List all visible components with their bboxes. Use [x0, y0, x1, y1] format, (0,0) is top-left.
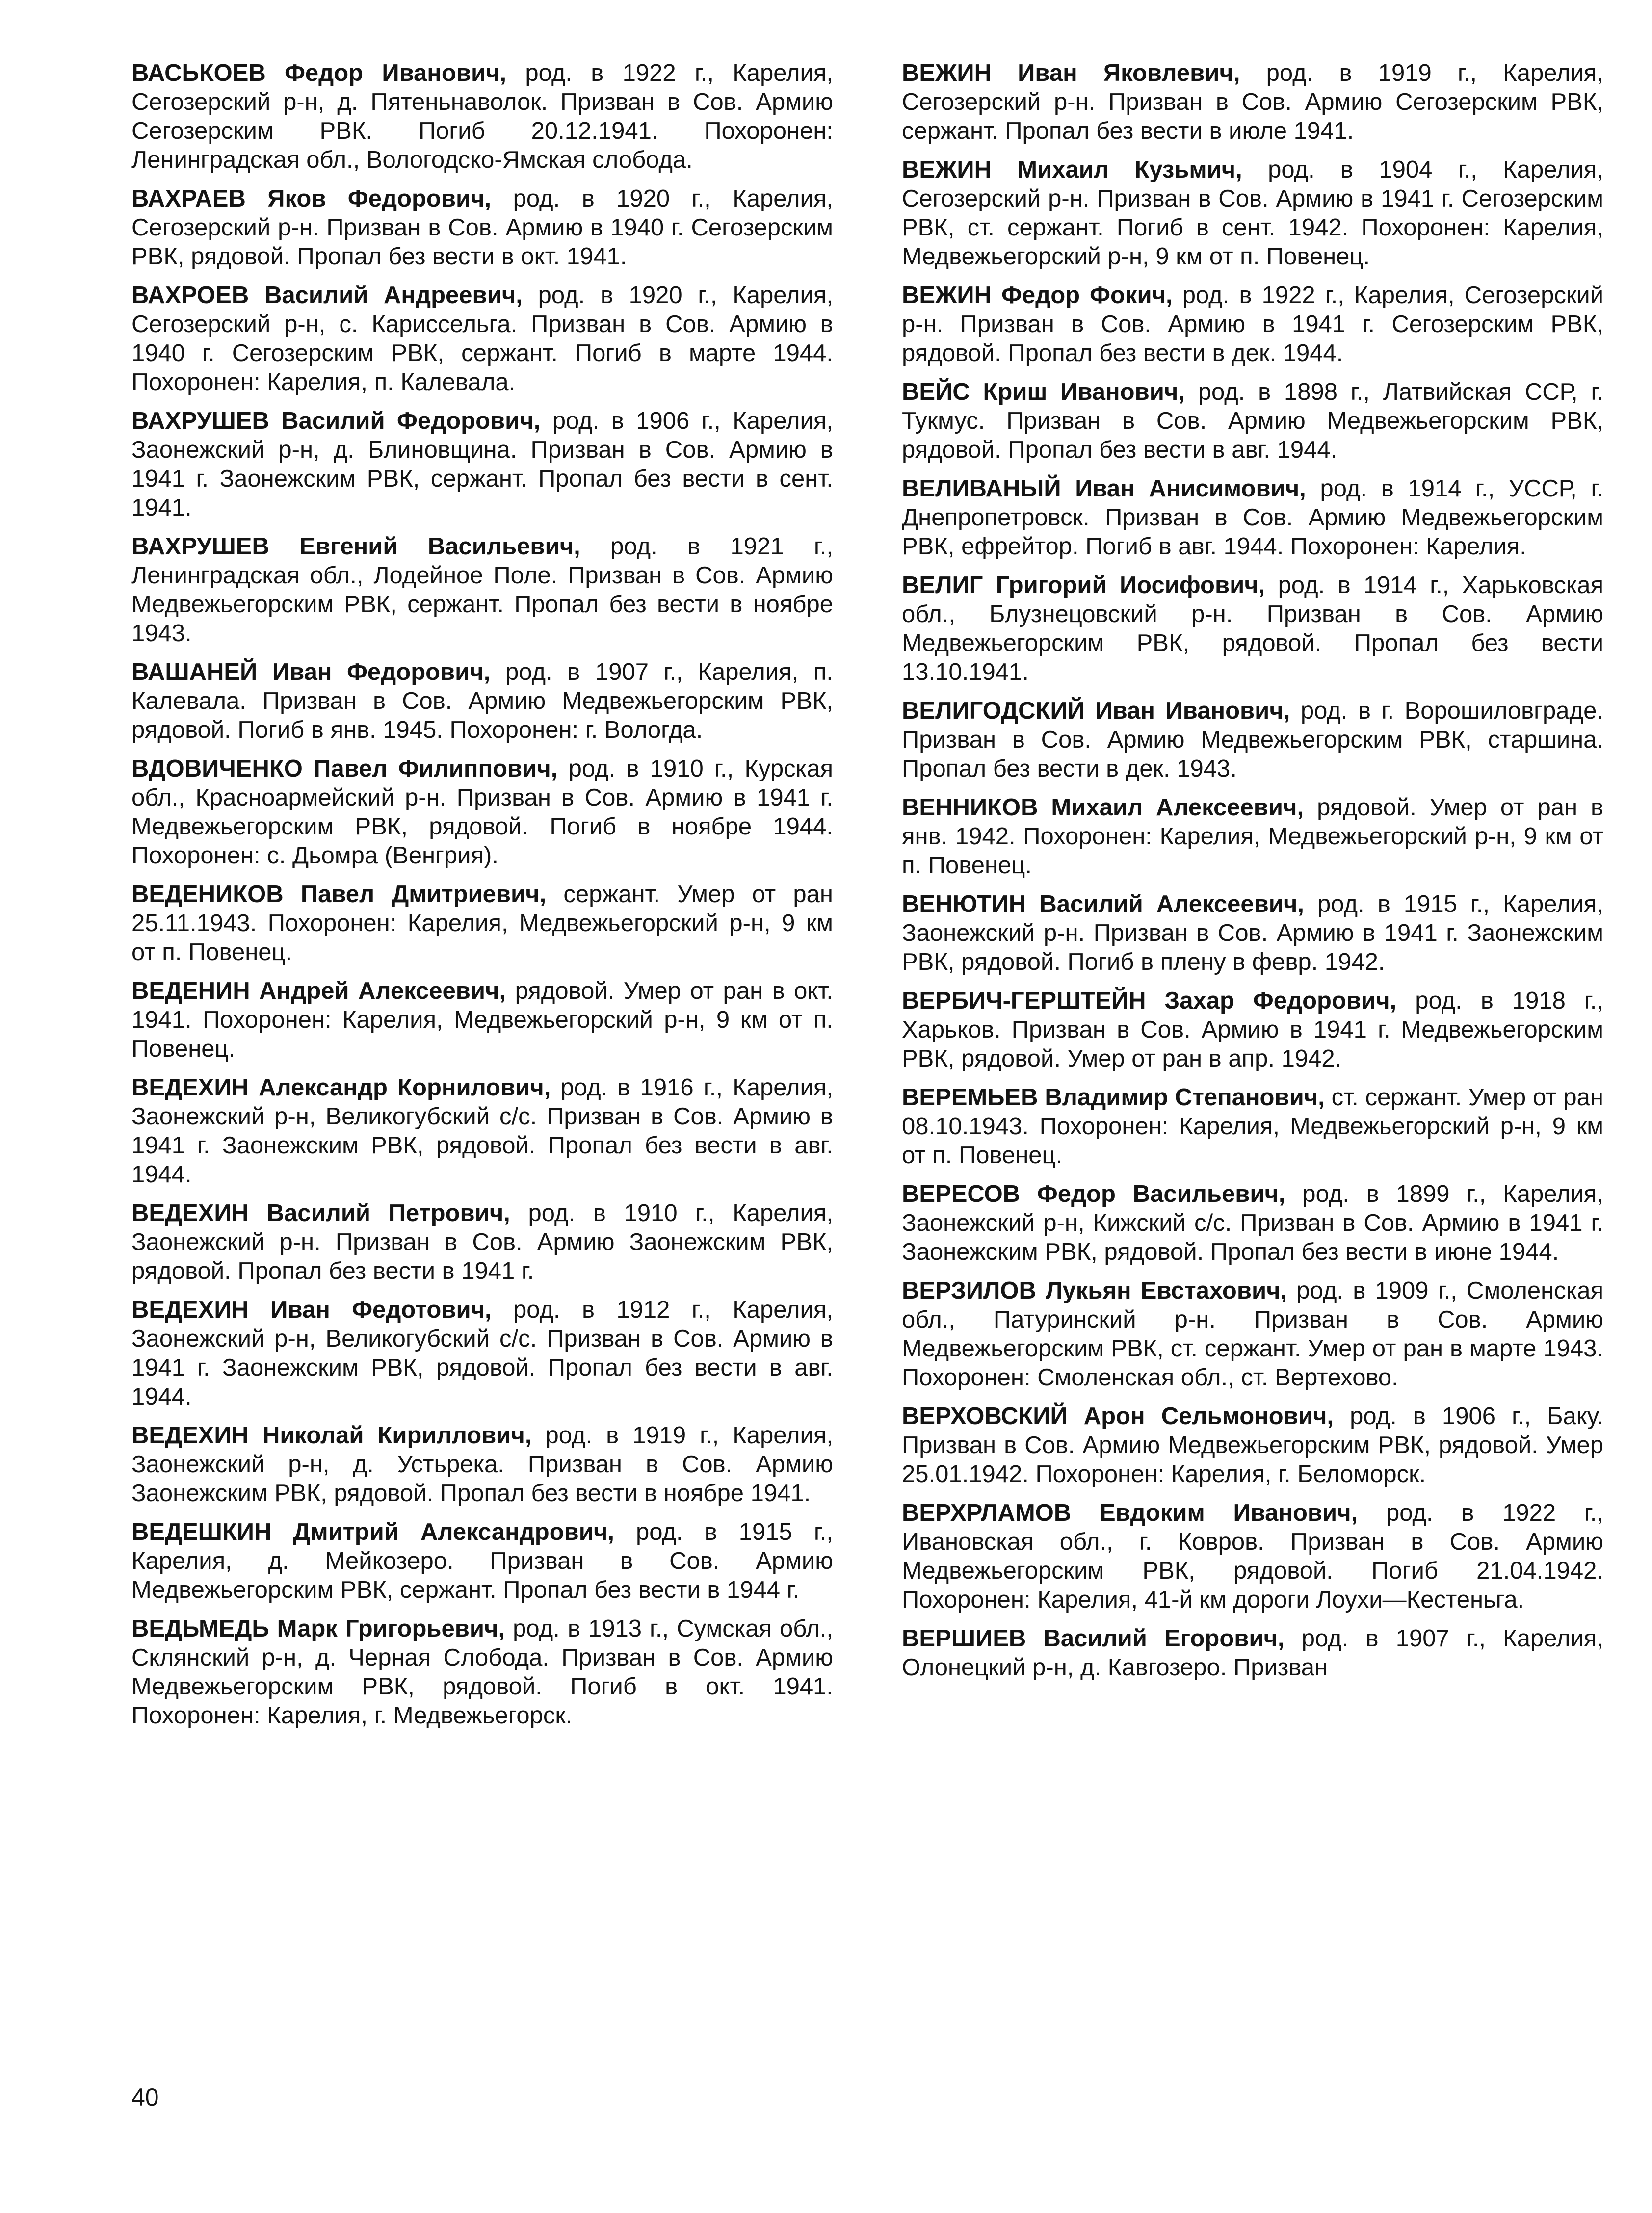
entry-name: ВЕРЕСОВ Федор Васильевич,: [902, 1181, 1285, 1207]
entry-details: род. в 1920 г., Карелия, Сегозерский р-н, с. Кариссельга. Призван в Сов. Армию в 1940 г. Сегозерским РВК, сержант. Погиб в марте 1944. Похоронен: Карелия, п. Калевала.: [131, 282, 833, 395]
entry-details: род. в 1918 г., Харьков. Призван в Сов. Армию в 1941 г. Медвежьегорским РВК, рядовой. Умер от ран в апр. 1942.: [902, 988, 1603, 1072]
memorial-entry: [902, 571, 1603, 687]
entry-details: сержант. Умер от ран 25.11.1943. Похоронен: Карелия, Медвежьегорский р-н, 9 км от п. Повенец.: [131, 881, 833, 965]
entry-name: ВЕРШИЕВ Василий Егорович,: [902, 1625, 1285, 1652]
entry-name: ВАШАНЕЙ Иван Федорович,: [131, 659, 491, 685]
entry-details: род. в 1910 г., Карелия, Заонежский р-н. Призван в Сов. Армию Заонежским РВК, рядовой. Пропал без вести в 1941 г.: [131, 1200, 833, 1284]
entry-name: ВЕНЮТИН Василий Алексеевич,: [902, 891, 1304, 917]
memorial-entry: [131, 407, 833, 522]
entry-name: ВЕЛИГ Григорий Иосифович,: [902, 572, 1265, 599]
entry-details: род. в г. Ворошиловграде. Призван в Сов. Армию Медвежьегорским РВК, старшина. Пропал без вести в дек. 1943.: [902, 698, 1603, 782]
entry-details: рядовой. Умер от ран в янв. 1942. Похоронен: Карелия, Медвежьегорский р-н, 9 км от п. Повенец.: [902, 794, 1603, 879]
entry-details: род. в 1912 г., Карелия, Заонежский р-н, Великогубский с/с. Призван в Сов. Армию в 1941 г. Заонежским РВК, рядовой. Пропал без вести в авг. 1944.: [131, 1297, 833, 1410]
entry-details: род. в 1898 г., Латвийская ССР, г. Тукмус. Призван в Сов. Армию Медвежьегорским РВК, рядовой. Пропал без вести в авг. 1944.: [902, 379, 1604, 463]
entry-details: род. в 1915 г., Карелия, Заонежский р-н. Призван в Сов. Армию в 1941 г. Заонежским РВК, рядовой. Погиб в плену в февр. 1942.: [902, 891, 1603, 975]
memorial-entry: [902, 1276, 1603, 1392]
memorial-entry: [131, 1199, 833, 1286]
memorial-entry: [131, 977, 833, 1064]
entry-details: род. в 1914 г., УССР, г. Днепропетровск. Призван в Сов. Армию Медвежьегорским РВК, ефрейтор. Погиб в авг. 1944. Похоронен: Карелия.: [902, 475, 1603, 560]
memorial-entry: [902, 59, 1603, 146]
entry-name: ВЕДЕНИН Андрей Алексеевич,: [131, 978, 506, 1004]
entry-details: род. в 1904 г., Карелия, Сегозерский р-н. Призван в Сов. Армию в 1941 г. Сегозерским РВК, ст. сержант. Погиб в сент. 1942. Похоронен: Карелия, Медвежьегорский р-н, 9 км от п. Повенец.: [902, 156, 1603, 270]
entry-name: ВЕДЬМЕДЬ Марк Григорьевич,: [131, 1615, 505, 1642]
entry-details: род. в 1910 г., Курская обл., Красноармейский р-н. Призван в Сов. Армию в 1941 г. Медвежьегорским РВК, рядовой. Погиб в ноябре 1944. Похоронен: с. Дьомра (Венгрия).: [131, 755, 833, 869]
entry-name: ВЕРХОВСКИЙ Арон Сельмонович,: [902, 1403, 1334, 1430]
memorial-entry: [131, 1614, 833, 1730]
entry-name: ВЕННИКОВ Михаил Алексеевич,: [902, 794, 1304, 821]
entry-details: род. в 1922 г., Карелия, Сегозерский р-н, д. Пятеньнаволок. Призван в Сов. Армию Сегозерским РВК. Погиб 20.12.1941. Похоронен: Ленинградская обл., Вологодско-Ямская слобода.: [131, 60, 833, 173]
entry-details: род. в 1907 г., Карелия, п. Калевала. Призван в Сов. Армию Медвежьегорским РВК, рядовой. Погиб в янв. 1945. Похоронен: г. Вологда.: [131, 659, 833, 743]
memorial-entry: [131, 532, 833, 648]
entry-details: род. в 1913 г., Сумская обл., Склянский р-н, д. Черная Слобода. Призван в Сов. Армию Медвежьегорским РВК, рядовой. Погиб в окт. 1941. Похоронен: Карелия, г. Медвежьегорск.: [131, 1615, 833, 1729]
entry-details: род. в 1899 г., Карелия, Заонежский р-н, Кижский с/с. Призван в Сов. Армию в 1941 г. Заонежским РВК, рядовой. Пропал без вести в июне 1944.: [902, 1181, 1604, 1265]
memorial-entry: [902, 1180, 1603, 1267]
memorial-entry: [131, 1518, 833, 1605]
memorial-entry: [131, 755, 833, 870]
memorial-entry: [131, 281, 833, 397]
entry-details: род. в 1914 г., Харьковская обл., Блузнецовский р-н. Призван в Сов. Армию Медвежьегорским РВК, рядовой. Пропал без вести 13.10.1941.: [902, 572, 1603, 685]
entry-name: ВЕЛИГОДСКИЙ Иван Иванович,: [902, 698, 1290, 724]
memorial-entry: [902, 156, 1603, 271]
entry-name: ВАСЬКОЕВ Федор Иванович,: [131, 60, 507, 86]
entry-name: ВЕРЗИЛОВ Лукьян Евстахович,: [902, 1277, 1287, 1304]
right-column: [902, 59, 1603, 1692]
entry-details: род. в 1906 г., Баку. Призван в Сов. Армию Медвежьегорским РВК, рядовой. Умер 25.01.1942. Похоронен: Карелия, г. Беломорск.: [902, 1403, 1603, 1487]
entry-details: рядовой. Умер от ран в окт. 1941. Похоронен: Карелия, Медвежьегорский р-н, 9 км от п. Повенец.: [131, 978, 833, 1062]
entry-details: род. в 1916 г., Карелия, Заонежский р-н, Великогубский с/с. Призван в Сов. Армию в 1941 г. Заонежским РВК, рядовой. Пропал без вести в авг. 1944.: [131, 1074, 833, 1188]
entry-details: род. в 1921 г., Ленинградская обл., Лодейное Поле. Призван в Сов. Армию Медвежьегорским РВК, сержант. Пропал без вести в ноябре 1943.: [131, 533, 833, 647]
memorial-entry: [902, 890, 1603, 977]
page-number: 40: [131, 2083, 159, 2111]
entry-name: ВЕЛИВАНЫЙ Иван Анисимович,: [902, 475, 1306, 502]
entry-details: род. в 1915 г., Карелия, д. Мейкозеро. Призван в Сов. Армию Медвежьегорским РВК, сержант. Пропал без вести в 1944 г.: [131, 1519, 833, 1603]
entry-name: ВЕРЕМЬЕВ Владимир Степанович,: [902, 1084, 1325, 1111]
entry-details: род. в 1919 г., Карелия, Сегозерский р-н. Призван в Сов. Армию Сегозерским РВК, сержант. Пропал без вести в июле 1941.: [902, 60, 1604, 144]
memorial-entry: [131, 1421, 833, 1508]
memorial-entry: [902, 281, 1603, 368]
entry-name: ВЕДЕХИН Александр Корнилович,: [131, 1074, 551, 1101]
entry-name: ВЕРБИЧ-ГЕРШТЕЙН Захар Федорович,: [902, 988, 1397, 1014]
entry-name: ВАХРАЕВ Яков Федорович,: [131, 185, 492, 212]
entry-name: ВЕДЕШКИН Дмитрий Александрович,: [131, 1519, 614, 1545]
entry-details: род. в 1909 г., Смоленская обл., Патуринский р-н. Призван в Сов. Армию Медвежьегорским РВК, ст. сержант. Умер от ран в марте 1943. Похоронен: Смоленская обл., ст. Вертехово.: [902, 1277, 1604, 1391]
memorial-entry: [131, 184, 833, 271]
memorial-entry: [131, 59, 833, 175]
memorial-entry: [902, 378, 1603, 465]
entry-details: род. в 1922 г., Карелия, Сегозерский р-н. Призван в Сов. Армию в 1941 г. Сегозерским РВК, рядовой. Пропал без вести в дек. 1944.: [902, 282, 1603, 366]
entry-name: ВЕЙС Криш Иванович,: [902, 379, 1185, 405]
entry-details: род. в 1920 г., Карелия, Сегозерский р-н. Призван в Сов. Армию в 1940 г. Сегозерским РВК, рядовой. Пропал без вести в окт. 1941.: [131, 185, 833, 270]
memorial-entry: [902, 1499, 1603, 1614]
entry-details: род. в 1922 г., Ивановская обл., г. Ковров. Призван в Сов. Армию Медвежьегорским РВК, рядовой. Погиб 21.04.1942. Похоронен: Карелия, 41-й км дороги Лоухи—Кестеньга.: [902, 1500, 1603, 1613]
entry-name: ВАХРУШЕВ Евгений Васильевич,: [131, 533, 580, 560]
memorial-entry: [902, 1402, 1603, 1489]
entry-name: ВАХРОЕВ Василий Андреевич,: [131, 282, 523, 309]
entry-name: ВЕЖИН Михаил Кузьмич,: [902, 156, 1242, 183]
entry-name: ВЕРХРЛАМОВ Евдоким Иванович,: [902, 1500, 1358, 1526]
entry-details: род. в 1919 г., Карелия, Заонежский р-н, д. Устьрека. Призван в Сов. Армию Заонежским РВК, рядовой. Пропал без вести в ноябре 1941.: [131, 1422, 833, 1507]
memorial-entry: [902, 793, 1603, 880]
memorial-entry: [131, 880, 833, 967]
entry-name: ВАХРУШЕВ Василий Федорович,: [131, 408, 541, 434]
entry-details: ст. сержант. Умер от ран 08.10.1943. Похоронен: Карелия, Медвежьегорский р-н, 9 км от п. Повенец.: [902, 1084, 1603, 1169]
memorial-entry: [131, 1073, 833, 1189]
memorial-entry: [902, 697, 1603, 783]
memorial-entry: [131, 658, 833, 745]
entry-name: ВДОВИЧЕНКО Павел Филиппович,: [131, 755, 558, 782]
memorial-entry: [902, 987, 1603, 1073]
entry-name: ВЕЖИН Иван Яковлевич,: [902, 60, 1240, 86]
memorial-entry: [902, 1624, 1603, 1682]
entry-name: ВЕДЕХИН Николай Кириллович,: [131, 1422, 532, 1449]
left-column: [131, 59, 833, 1740]
entry-details: род. в 1906 г., Карелия, Заонежский р-н, д. Блиновщина. Призван в Сов. Армию в 1941 г. Заонежским РВК, сержант. Пропал без вести в сент. 1941.: [131, 408, 833, 521]
entry-name: ВЕЖИН Федор Фокич,: [902, 282, 1173, 309]
entry-details: род. в 1907 г., Карелия, Олонецкий р-н, д. Кавгозеро. Призван: [902, 1625, 1604, 1681]
entry-name: ВЕДЕХИН Василий Петрович,: [131, 1200, 510, 1226]
entry-name: ВЕДЕХИН Иван Федотович,: [131, 1297, 492, 1323]
memorial-entry: [131, 1296, 833, 1411]
memorial-entry: [902, 474, 1603, 561]
memorial-entry: [902, 1083, 1603, 1170]
entry-name: ВЕДЕНИКОВ Павел Дмитриевич,: [131, 881, 547, 908]
